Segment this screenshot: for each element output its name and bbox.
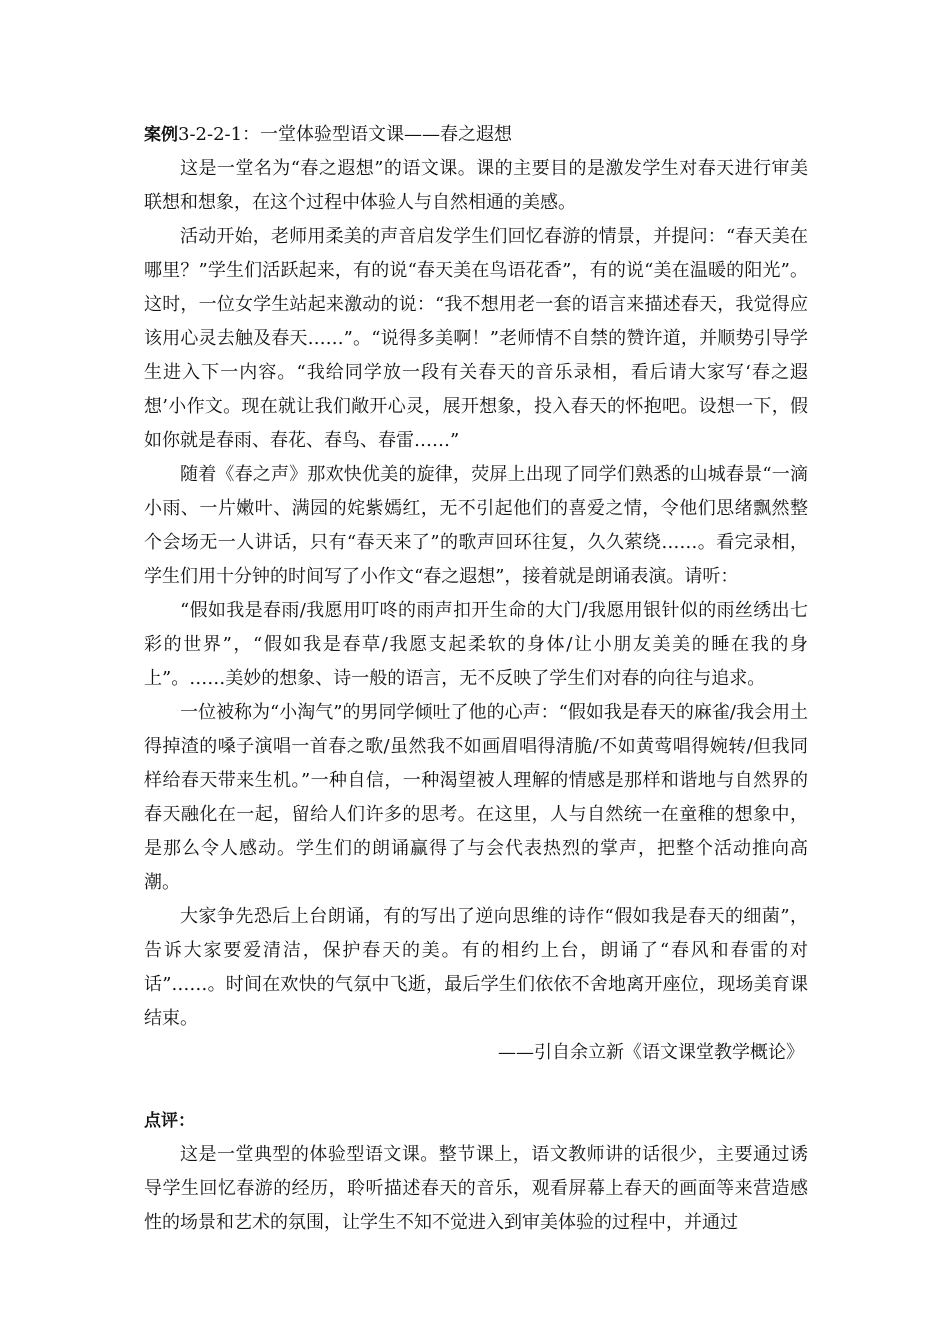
case-source-citation: ——引自余立新《语文课堂教学概论》 xyxy=(498,1042,804,1063)
case-paragraph-2: 活动开始，老师用柔美的声音启发学生们回忆春游的情景，并提问：“春天美在哪里？”学生们活跃起来，有的说“春天美在鸟语花香”，有的说“美在温暖的阳光”。这时，一位女学生站起来激动的说：“我不想用老一套的语言来描述春天，我觉得应该用心灵去触及春天……”。“说得多美啊！”老师情不自禁的赞许道，并顺势引导学生进入下一内容。“我给同学放一段有关春天的音乐录相，看后请大家写‘春之遐想’小作文。现在就让我们敞开心灵，展开想象，投入春天的怀抱吧。设想一下，假如你就是春雨、春花、春鸟、春雷……” xyxy=(144,226,808,451)
case-paragraph-3: 随着《春之声》那欢快优美的旋律，荧屏上出现了同学们熟悉的山城春景“一滴小雨、一片嫩叶、满园的姹紫嫣红，无不引起他们的喜爱之情，令他们思绪飘然整个会场无一人讲话，只有“春天来了”的歌声回环往复，久久萦绕……。看完录相，学生们用十分钟的时间写了小作文“春之遐想”，接着就是朗诵表演。请听： xyxy=(144,464,808,587)
review-heading: 点评： xyxy=(144,1111,195,1131)
case-paragraph-4: “假如我是春雨/我愿用叮咚的雨声扣开生命的大门/我愿用银针似的雨丝绣出七彩的世界”，“假如我是春草/我愿支起柔软的身体/让小朋友美美的睡在我的身上”。……美妙的想象、诗一般的语言，无不反映了学生们对春的向往与追求。 xyxy=(144,600,808,689)
case-title: 3-2-2-1：一堂体验型语文课——春之遐想 xyxy=(178,124,513,145)
section-gap xyxy=(144,1070,808,1104)
case-heading xyxy=(144,118,808,152)
case-paragraph-1: 这是一堂名为“春之遐想”的语文课。课的主要目的是激发学生对春天进行审美联想和想象，在这个过程中体验人与自然相通的美感。 xyxy=(144,158,808,213)
case-paragraph-6: 大家争先恐后上台朗诵，有的写出了逆向思维的诗作“假如我是春天的细菌”，告诉大家要爱清洁，保护春天的美。有的相约上台，朗诵了“春风和春雷的对话”……。时间在欢快的气氛中飞逝，最后学生们依依不舍地离开座位，现场美育课结束。 xyxy=(144,906,808,1029)
review-paragraph-1: 这是一堂典型的体验型语文课。整节课上，语文教师讲的话很少，主要通过诱导学生回忆春游的经历，聆听描述春天的音乐，观看屏幕上春天的画面等来营造感性的场景和艺术的氛围，让学生不知不觉进入到审美体验的过程中，并通过 xyxy=(144,1144,808,1233)
case-label: 案例 xyxy=(144,125,178,145)
document-page xyxy=(144,118,808,1240)
case-paragraph-5: 一位被称为“小淘气”的男同学倾吐了他的心声：“假如我是春天的麻雀/我会用土得掉渣的嗓子演唱一首春之歌/虽然我不如画眉唱得清脆/不如黄莺唱得婉转/但我同样给春天带来生机。”一种自信，一种渴望被人理解的情感是那样和谐地与自然界的春天融化在一起，留给人们许多的思考。在这里，人与自然统一在童稚的想象中，是那么令人感动。学生们的朗诵赢得了与会代表热烈的掌声，把整个活动推向高潮。 xyxy=(144,702,808,893)
